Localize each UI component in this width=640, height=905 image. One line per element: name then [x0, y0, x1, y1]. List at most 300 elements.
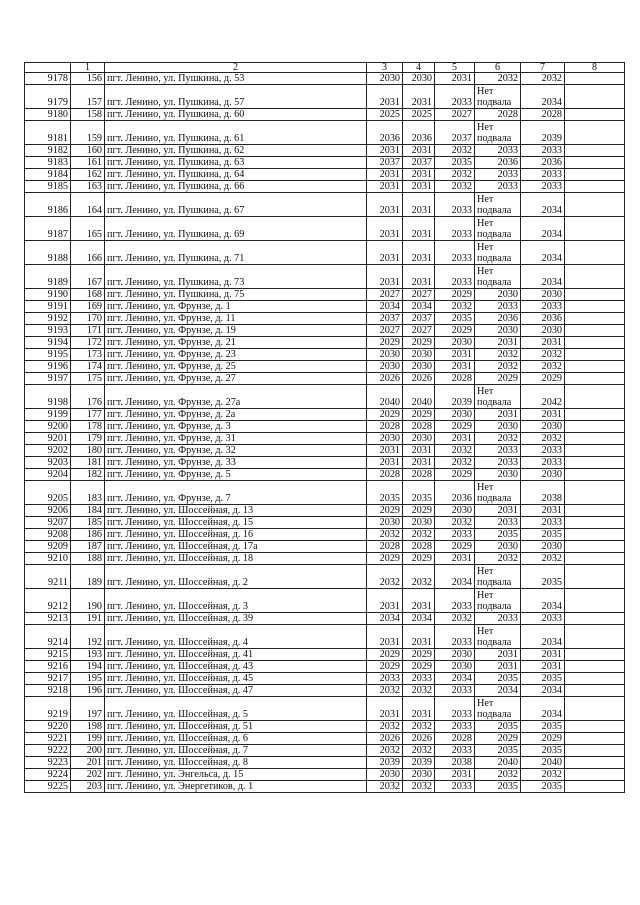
year-cell-3: 2030	[367, 769, 403, 781]
year-cell-5: 2032	[435, 181, 475, 193]
year-cell-7: 2040	[521, 757, 565, 769]
empty-cell-8	[565, 649, 625, 661]
empty-cell-8	[565, 85, 625, 109]
row-index-cell: 9193	[25, 325, 71, 337]
row-number-cell: 168	[71, 289, 105, 301]
year-cell-5: 2029	[435, 325, 475, 337]
row-number-cell: 191	[71, 613, 105, 625]
year-cell-6: 2036	[475, 313, 521, 325]
address-cell: пгт. Ленино, ул. Шоссейная, д. 15	[105, 517, 367, 529]
no-basement-line-2: подвала	[477, 709, 512, 720]
year-cell-6: 2033	[475, 181, 521, 193]
year-cell-7: 2035	[521, 721, 565, 733]
year-cell-7: 2035	[521, 529, 565, 541]
row-index-cell: 9178	[25, 73, 71, 85]
row-number-cell: 178	[71, 421, 105, 433]
row-number-cell: 177	[71, 409, 105, 421]
table-row	[25, 613, 625, 625]
year-cell-6: 2033	[475, 445, 521, 457]
year-cell-7: 2034	[521, 625, 565, 649]
empty-cell-8	[565, 589, 625, 613]
year-cell-4: 2037	[403, 313, 435, 325]
empty-cell-8	[565, 469, 625, 481]
year-cell-5: 2030	[435, 661, 475, 673]
year-cell-7: 2033	[521, 445, 565, 457]
row-index-cell: 9191	[25, 301, 71, 313]
empty-cell-8	[565, 301, 625, 313]
table-row	[25, 361, 625, 373]
year-cell-6: 2035	[475, 673, 521, 685]
table-row	[25, 553, 625, 565]
year-cell-4: 2031	[403, 169, 435, 181]
no-basement-line-2: подвала	[477, 205, 512, 216]
housing-register-table	[24, 62, 625, 793]
year-cell-5: 2033	[435, 193, 475, 217]
year-cell-7: 2032	[521, 361, 565, 373]
header-cell-8: 8	[565, 63, 625, 73]
empty-cell-8	[565, 109, 625, 121]
table-row	[25, 529, 625, 541]
table-row	[25, 193, 625, 217]
year-cell-3: 2032	[367, 745, 403, 757]
row-number-cell: 170	[71, 313, 105, 325]
address-cell: пгт. Ленино, ул. Фрунзе, д. 31	[105, 433, 367, 445]
row-number-cell: 186	[71, 529, 105, 541]
year-cell-5: 2036	[435, 481, 475, 505]
year-cell-5: 2033	[435, 697, 475, 721]
year-cell-7: 2033	[521, 169, 565, 181]
year-cell-5: 2035	[435, 313, 475, 325]
empty-cell-8	[565, 457, 625, 469]
year-cell-3: 2027	[367, 289, 403, 301]
row-index-cell: 9186	[25, 193, 71, 217]
no-basement-line-2: подвала	[477, 277, 512, 288]
no-basement-line-1: Нет	[477, 386, 494, 397]
year-cell-4: 2030	[403, 517, 435, 529]
year-cell-3: 2037	[367, 313, 403, 325]
year-cell-5: 2032	[435, 613, 475, 625]
year-cell-4: 2032	[403, 781, 435, 793]
address-cell: пгт. Ленино, ул. Пушкина, д. 63	[105, 157, 367, 169]
row-index-cell: 9218	[25, 685, 71, 697]
year-cell-6: 2031	[475, 661, 521, 673]
year-cell-4: 2029	[403, 505, 435, 517]
year-cell-7: 2034	[521, 265, 565, 289]
row-index-cell: 9196	[25, 361, 71, 373]
year-cell-3: 2032	[367, 721, 403, 733]
no-basement-line-2: подвала	[477, 601, 512, 612]
year-cell-6: 2032	[475, 433, 521, 445]
year-cell-3: 2030	[367, 517, 403, 529]
no-basement-line-2: подвала	[477, 133, 512, 144]
year-cell-3: 2025	[367, 109, 403, 121]
table-row	[25, 157, 625, 169]
empty-cell-8	[565, 433, 625, 445]
address-cell: пгт. Ленино, ул. Пушкина, д. 69	[105, 217, 367, 241]
year-cell-6: 2031	[475, 409, 521, 421]
year-cell-3: 2031	[367, 697, 403, 721]
no-basement-line-2: подвала	[477, 493, 512, 504]
empty-cell-8	[565, 373, 625, 385]
address-cell: пгт. Ленино, ул. Шоссейная, д. 39	[105, 613, 367, 625]
year-cell-3: 2035	[367, 481, 403, 505]
empty-cell-8	[565, 505, 625, 517]
table-row	[25, 241, 625, 265]
row-number-cell: 183	[71, 481, 105, 505]
year-cell-4: 2032	[403, 685, 435, 697]
no-basement-line-1: Нет	[477, 122, 494, 133]
year-cell-5: 2031	[435, 73, 475, 85]
no-basement-cell	[475, 565, 521, 589]
row-index-cell: 9183	[25, 157, 71, 169]
year-cell-3: 2029	[367, 649, 403, 661]
year-cell-5: 2032	[435, 145, 475, 157]
row-index-cell: 9205	[25, 481, 71, 505]
year-cell-6: 2033	[475, 517, 521, 529]
year-cell-7: 2035	[521, 565, 565, 589]
table-row	[25, 757, 625, 769]
year-cell-7: 2036	[521, 157, 565, 169]
year-cell-5: 2031	[435, 349, 475, 361]
year-cell-5: 2037	[435, 121, 475, 145]
empty-cell-8	[565, 745, 625, 757]
year-cell-7: 2031	[521, 505, 565, 517]
year-cell-3: 2032	[367, 565, 403, 589]
year-cell-5: 2032	[435, 301, 475, 313]
row-number-cell: 175	[71, 373, 105, 385]
year-cell-6: 2030	[475, 541, 521, 553]
row-number-cell: 190	[71, 589, 105, 613]
row-index-cell: 9204	[25, 469, 71, 481]
year-cell-3: 2031	[367, 169, 403, 181]
year-cell-4: 2031	[403, 193, 435, 217]
year-cell-4: 2031	[403, 625, 435, 649]
table-row	[25, 121, 625, 145]
no-basement-cell	[475, 481, 521, 505]
row-index-cell: 9188	[25, 241, 71, 265]
year-cell-3: 2026	[367, 373, 403, 385]
row-number-cell: 187	[71, 541, 105, 553]
row-number-cell: 202	[71, 769, 105, 781]
empty-cell-8	[565, 673, 625, 685]
row-number-cell: 169	[71, 301, 105, 313]
table-row	[25, 109, 625, 121]
year-cell-4: 2028	[403, 541, 435, 553]
year-cell-5: 2030	[435, 505, 475, 517]
address-cell: пгт. Ленино, ул. Фрунзе, д. 21	[105, 337, 367, 349]
year-cell-4: 2032	[403, 565, 435, 589]
row-index-cell: 9222	[25, 745, 71, 757]
header-cell-3: 3	[367, 63, 403, 73]
year-cell-3: 2031	[367, 265, 403, 289]
row-number-cell: 199	[71, 733, 105, 745]
address-cell: пгт. Ленино, ул. Энгельса, д. 15	[105, 769, 367, 781]
address-cell: пгт. Ленино, ул. Пушкина, д. 73	[105, 265, 367, 289]
year-cell-3: 2040	[367, 385, 403, 409]
row-index-cell: 9225	[25, 781, 71, 793]
year-cell-6: 2032	[475, 349, 521, 361]
table-row	[25, 505, 625, 517]
year-cell-7: 2031	[521, 649, 565, 661]
year-cell-7: 2032	[521, 73, 565, 85]
row-index-cell: 9214	[25, 625, 71, 649]
year-cell-7: 2039	[521, 121, 565, 145]
year-cell-4: 2039	[403, 757, 435, 769]
empty-cell-8	[565, 445, 625, 457]
year-cell-7: 2032	[521, 349, 565, 361]
table-row	[25, 73, 625, 85]
table-row	[25, 337, 625, 349]
address-cell: пгт. Ленино, ул. Фрунзе, д. 32	[105, 445, 367, 457]
year-cell-3: 2037	[367, 157, 403, 169]
empty-cell-8	[565, 517, 625, 529]
address-cell: пгт. Ленино, ул. Шоссейная, д. 16	[105, 529, 367, 541]
no-basement-line-1: Нет	[477, 590, 494, 601]
address-cell: пгт. Ленино, ул. Пушкина, д. 57	[105, 85, 367, 109]
year-cell-5: 2029	[435, 289, 475, 301]
year-cell-3: 2031	[367, 217, 403, 241]
year-cell-7: 2035	[521, 745, 565, 757]
address-cell: пгт. Ленино, ул. Фрунзе, д. 3	[105, 421, 367, 433]
row-number-cell: 195	[71, 673, 105, 685]
empty-cell-8	[565, 625, 625, 649]
year-cell-5: 2033	[435, 685, 475, 697]
year-cell-6: 2030	[475, 325, 521, 337]
address-cell: пгт. Ленино, ул. Шоссейная, д. 2	[105, 565, 367, 589]
address-cell: пгт. Ленино, ул. Пушкина, д. 75	[105, 289, 367, 301]
year-cell-3: 2031	[367, 625, 403, 649]
year-cell-7: 2033	[521, 457, 565, 469]
year-cell-4: 2030	[403, 73, 435, 85]
empty-cell-8	[565, 313, 625, 325]
header-cell-1: 1	[71, 63, 105, 73]
empty-cell-8	[565, 169, 625, 181]
row-index-cell: 9224	[25, 769, 71, 781]
row-number-cell: 200	[71, 745, 105, 757]
year-cell-5: 2031	[435, 361, 475, 373]
year-cell-4: 2031	[403, 217, 435, 241]
table-row	[25, 301, 625, 313]
empty-cell-8	[565, 409, 625, 421]
table-row	[25, 289, 625, 301]
row-number-cell: 173	[71, 349, 105, 361]
year-cell-6: 2033	[475, 457, 521, 469]
table-row	[25, 385, 625, 409]
row-number-cell: 156	[71, 73, 105, 85]
row-number-cell: 189	[71, 565, 105, 589]
empty-cell-8	[565, 553, 625, 565]
address-cell: пгт. Ленино, ул. Шоссейная, д. 5	[105, 697, 367, 721]
row-index-cell: 9220	[25, 721, 71, 733]
no-basement-line-1: Нет	[477, 218, 494, 229]
address-cell: пгт. Ленино, ул. Шоссейная, д. 41	[105, 649, 367, 661]
year-cell-5: 2033	[435, 625, 475, 649]
table-row	[25, 409, 625, 421]
empty-cell-8	[565, 193, 625, 217]
table-row	[25, 625, 625, 649]
no-basement-cell	[475, 193, 521, 217]
table-row	[25, 373, 625, 385]
year-cell-6: 2032	[475, 553, 521, 565]
empty-cell-8	[565, 265, 625, 289]
no-basement-line-1: Нет	[477, 194, 494, 205]
year-cell-3: 2031	[367, 181, 403, 193]
year-cell-5: 2033	[435, 241, 475, 265]
row-index-cell: 9215	[25, 649, 71, 661]
year-cell-6: 2035	[475, 721, 521, 733]
empty-cell-8	[565, 337, 625, 349]
year-cell-6: 2033	[475, 169, 521, 181]
table-row	[25, 421, 625, 433]
address-cell: пгт. Ленино, ул. Пушкина, д. 67	[105, 193, 367, 217]
row-number-cell: 171	[71, 325, 105, 337]
year-cell-4: 2031	[403, 241, 435, 265]
year-cell-3: 2027	[367, 325, 403, 337]
year-cell-4: 2034	[403, 301, 435, 313]
year-cell-7: 2034	[521, 589, 565, 613]
row-index-cell: 9199	[25, 409, 71, 421]
year-cell-3: 2030	[367, 433, 403, 445]
year-cell-4: 2030	[403, 769, 435, 781]
row-index-cell: 9197	[25, 373, 71, 385]
table-row	[25, 433, 625, 445]
empty-cell-8	[565, 769, 625, 781]
address-cell: пгт. Ленино, ул. Фрунзе, д. 27	[105, 373, 367, 385]
table-row	[25, 325, 625, 337]
year-cell-6: 2031	[475, 505, 521, 517]
year-cell-7: 2034	[521, 241, 565, 265]
row-index-cell: 9206	[25, 505, 71, 517]
year-cell-6: 2035	[475, 781, 521, 793]
year-cell-5: 2033	[435, 529, 475, 541]
address-cell: пгт. Ленино, ул. Шоссейная, д. 17а	[105, 541, 367, 553]
year-cell-7: 2035	[521, 781, 565, 793]
year-cell-4: 2030	[403, 433, 435, 445]
year-cell-5: 2029	[435, 541, 475, 553]
year-cell-3: 2029	[367, 409, 403, 421]
year-cell-4: 2035	[403, 481, 435, 505]
year-cell-4: 2030	[403, 349, 435, 361]
empty-cell-8	[565, 181, 625, 193]
row-index-cell: 9213	[25, 613, 71, 625]
table-row	[25, 457, 625, 469]
address-cell: пгт. Ленино, ул. Фрунзе, д. 7	[105, 481, 367, 505]
year-cell-4: 2031	[403, 145, 435, 157]
year-cell-6: 2032	[475, 361, 521, 373]
table-row	[25, 781, 625, 793]
row-index-cell: 9195	[25, 349, 71, 361]
row-index-cell: 9187	[25, 217, 71, 241]
year-cell-5: 2032	[435, 445, 475, 457]
row-index-cell: 9185	[25, 181, 71, 193]
row-number-cell: 182	[71, 469, 105, 481]
year-cell-6: 2031	[475, 337, 521, 349]
address-cell: пгт. Ленино, ул. Шоссейная, д. 3	[105, 589, 367, 613]
no-basement-line-1: Нет	[477, 266, 494, 277]
row-number-cell: 166	[71, 241, 105, 265]
year-cell-4: 2029	[403, 337, 435, 349]
table-row	[25, 181, 625, 193]
year-cell-7: 2030	[521, 469, 565, 481]
year-cell-4: 2031	[403, 445, 435, 457]
no-basement-line-2: подвала	[477, 637, 512, 648]
empty-cell-8	[565, 541, 625, 553]
no-basement-line-2: подвала	[477, 97, 512, 108]
year-cell-3: 2032	[367, 781, 403, 793]
year-cell-7: 2032	[521, 433, 565, 445]
row-index-cell: 9184	[25, 169, 71, 181]
row-index-cell: 9216	[25, 661, 71, 673]
row-number-cell: 180	[71, 445, 105, 457]
year-cell-5: 2033	[435, 217, 475, 241]
address-cell: пгт. Ленино, ул. Пушкина, д. 64	[105, 169, 367, 181]
no-basement-line-1: Нет	[477, 566, 494, 577]
year-cell-5: 2027	[435, 109, 475, 121]
no-basement-cell	[475, 265, 521, 289]
table-row	[25, 661, 625, 673]
row-index-cell: 9221	[25, 733, 71, 745]
no-basement-line-2: подвала	[477, 577, 512, 588]
year-cell-7: 2032	[521, 769, 565, 781]
year-cell-7: 2033	[521, 301, 565, 313]
address-cell: пгт. Ленино, ул. Пушкина, д. 71	[105, 241, 367, 265]
year-cell-7: 2035	[521, 673, 565, 685]
address-cell: пгт. Ленино, ул. Шоссейная, д. 4	[105, 625, 367, 649]
row-number-cell: 163	[71, 181, 105, 193]
year-cell-6: 2036	[475, 157, 521, 169]
row-index-cell: 9203	[25, 457, 71, 469]
table-row	[25, 649, 625, 661]
row-number-cell: 157	[71, 85, 105, 109]
year-cell-4: 2029	[403, 661, 435, 673]
row-number-cell: 184	[71, 505, 105, 517]
row-index-cell: 9179	[25, 85, 71, 109]
row-index-cell: 9198	[25, 385, 71, 409]
year-cell-3: 2029	[367, 505, 403, 517]
header-cell-6: 6	[475, 63, 521, 73]
year-cell-3: 2039	[367, 757, 403, 769]
empty-cell-8	[565, 757, 625, 769]
year-cell-5: 2033	[435, 265, 475, 289]
year-cell-5: 2039	[435, 385, 475, 409]
empty-cell-8	[565, 349, 625, 361]
year-cell-4: 2029	[403, 409, 435, 421]
empty-cell-8	[565, 685, 625, 697]
year-cell-5: 2033	[435, 721, 475, 733]
row-number-cell: 161	[71, 157, 105, 169]
table-row	[25, 145, 625, 157]
year-cell-7: 2029	[521, 373, 565, 385]
header-cell-7: 7	[521, 63, 565, 73]
empty-cell-8	[565, 529, 625, 541]
year-cell-3: 2036	[367, 121, 403, 145]
year-cell-4: 2028	[403, 421, 435, 433]
row-index-cell: 9180	[25, 109, 71, 121]
year-cell-7: 2029	[521, 733, 565, 745]
row-index-cell: 9208	[25, 529, 71, 541]
row-number-cell: 194	[71, 661, 105, 673]
address-cell: пгт. Ленино, ул. Шоссейная, д. 47	[105, 685, 367, 697]
year-cell-5: 2031	[435, 433, 475, 445]
year-cell-5: 2028	[435, 733, 475, 745]
address-cell: пгт. Ленино, ул. Шоссейная, д. 13	[105, 505, 367, 517]
year-cell-6: 2030	[475, 421, 521, 433]
row-number-cell: 192	[71, 625, 105, 649]
year-cell-7: 2034	[521, 685, 565, 697]
table-row	[25, 673, 625, 685]
row-number-cell: 172	[71, 337, 105, 349]
table-row	[25, 445, 625, 457]
